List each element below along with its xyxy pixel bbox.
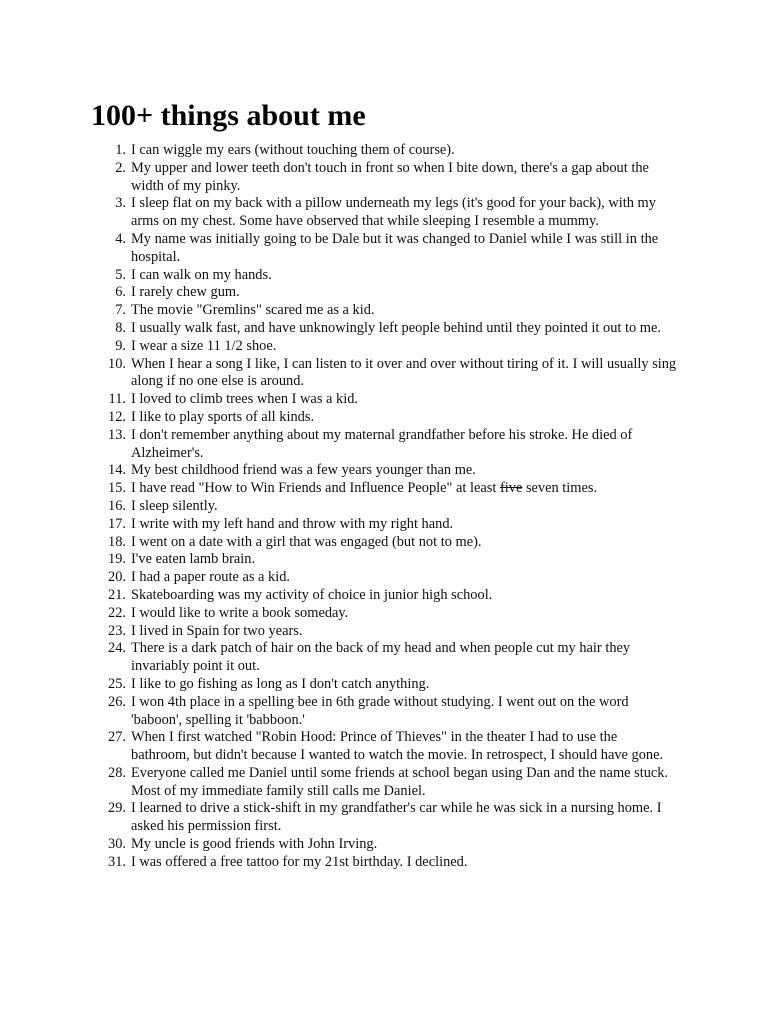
list-item-text: I sleep flat on my back with a pillow underneath my legs (it's good for your back), with my arms on my chest. Some have observed that while sleeping I resemble a mummy. xyxy=(131,195,656,230)
list-item-number: 14. xyxy=(108,462,126,479)
list-item xyxy=(0,160,768,196)
list-item-number: 2. xyxy=(115,159,126,176)
struck-text: five xyxy=(499,480,523,497)
list-item xyxy=(0,391,768,409)
list-item xyxy=(0,320,768,338)
text-segment: seven times. xyxy=(522,480,598,497)
list-item xyxy=(0,836,768,854)
list-item-text: I went on a date with a girl that was engaged (but not to me). xyxy=(131,533,482,550)
list-item-text: I was offered a free tattoo for my 21st birthday. I declined. xyxy=(131,853,468,870)
list-item-number: 20. xyxy=(108,569,126,586)
list-item-number: 12. xyxy=(108,408,126,425)
list-item-text: I learned to drive a stick-shift in my grandfather's car while he was sick in a nursing home. I asked his permission first. xyxy=(131,800,662,835)
list-item-text: I loved to climb trees when I was a kid. xyxy=(131,391,358,408)
list-item-text: I've eaten lamb brain. xyxy=(131,551,256,568)
list-item-text: Skateboarding was my activity of choice in junior high school. xyxy=(131,586,493,603)
list-item-text: The movie "Gremlins" scared me as a kid. xyxy=(131,302,375,319)
list-item-text: I would like to write a book someday. xyxy=(131,604,349,621)
page-title: 100+ things about me xyxy=(91,99,366,132)
list-item xyxy=(0,267,768,285)
list-item xyxy=(0,800,768,836)
list-item xyxy=(0,302,768,320)
list-item xyxy=(0,516,768,534)
text-segment: I have read "How to Win Friends and Influence People" at least xyxy=(131,480,500,497)
list-item-text: I lived in Spain for two years. xyxy=(131,622,303,639)
list-item-number: 10. xyxy=(108,355,126,372)
list-item xyxy=(0,231,768,267)
list-item-text: My upper and lower teeth don't touch in front so when I bite down, there's a gap about the width of my pinky. xyxy=(131,159,649,194)
list-item-number: 17. xyxy=(108,515,126,532)
list-item-number: 25. xyxy=(108,675,126,692)
list-item-text: I wear a size 11 1/2 shoe. xyxy=(131,337,277,354)
list-item-number: 4. xyxy=(115,230,126,247)
list-item-text: Everyone called me Daniel until some friends at school began using Dan and the name stuck. Most of my immediate family still calls me Daniel. xyxy=(131,764,669,799)
list-item-text: When I hear a song I like, I can listen to it over and over without tiring of it. I will usually sing along if no one else is around. xyxy=(131,355,677,390)
list-item-number: 16. xyxy=(108,497,126,514)
list-item xyxy=(0,694,768,730)
list-item-text: My best childhood friend was a few years younger than me. xyxy=(131,462,476,479)
list-item-text: There is a dark patch of hair on the back of my head and when people cut my hair they invariably point it out. xyxy=(131,640,631,675)
list-item-text: I can wiggle my ears (without touching them of course). xyxy=(131,142,455,158)
list-item-number: 8. xyxy=(115,319,126,336)
list-item-text: When I first watched "Robin Hood: Prince of Thieves" in the theater I had to use the bathroom, but didn't because I wanted to watch the movie. In retrospect, I should have gone. xyxy=(131,729,664,764)
list-item-text: I can walk on my hands. xyxy=(131,266,272,283)
list-item xyxy=(0,284,768,302)
list-item xyxy=(0,605,768,623)
list-item-number: 26. xyxy=(108,693,126,710)
list-item-number: 9. xyxy=(115,337,126,354)
list-item-number: 6. xyxy=(115,284,126,301)
list-item-text: I usually walk fast, and have unknowingly left people behind until they pointed it out to me. xyxy=(131,319,661,336)
list-item-text xyxy=(131,480,677,498)
list-item-number: 7. xyxy=(115,302,126,319)
list-item-number: 15. xyxy=(108,480,126,497)
list-item xyxy=(0,676,768,694)
list-item-text: I don't remember anything about my maternal grandfather before his stroke. He died of Alzheimer's. xyxy=(131,426,633,461)
list-item xyxy=(0,142,768,160)
list-item xyxy=(0,195,768,231)
list-item-number: 3. xyxy=(115,195,126,212)
list-item-number: 29. xyxy=(108,800,126,817)
list-item-text: My uncle is good friends with John Irving. xyxy=(131,836,378,853)
list-item xyxy=(0,498,768,516)
list-item-number: 5. xyxy=(115,266,126,283)
list-item-number: 28. xyxy=(108,764,126,781)
list-item xyxy=(0,569,768,587)
list-item-number: 18. xyxy=(108,533,126,550)
list-item-number: 31. xyxy=(108,853,126,870)
list-item xyxy=(0,409,768,427)
list-item xyxy=(0,765,768,801)
list-item-number: 23. xyxy=(108,622,126,639)
list-item-number: 13. xyxy=(108,426,126,443)
list-item-number: 1. xyxy=(115,142,126,158)
list-item xyxy=(0,587,768,605)
list-item xyxy=(0,534,768,552)
list-item xyxy=(0,551,768,569)
list-item xyxy=(0,729,768,765)
list-item-number: 19. xyxy=(108,551,126,568)
list-item-text: I like to go fishing as long as I don't catch anything. xyxy=(131,675,430,692)
list-item-text: My name was initially going to be Dale but it was changed to Daniel while I was still in the hospital. xyxy=(131,230,659,265)
list-item xyxy=(0,640,768,676)
list-item xyxy=(0,462,768,480)
list-item-text: I sleep silently. xyxy=(131,497,218,514)
list-item xyxy=(0,480,768,498)
list-item-text: I had a paper route as a kid. xyxy=(131,569,291,586)
list-item-number: 22. xyxy=(108,604,126,621)
list-item xyxy=(0,427,768,463)
list-item xyxy=(0,356,768,392)
list-item-text: I rarely chew gum. xyxy=(131,284,240,301)
list-item-number: 30. xyxy=(108,836,126,853)
list-item-number: 11. xyxy=(108,391,126,408)
list-item-number: 27. xyxy=(108,729,126,746)
list-item xyxy=(0,854,768,872)
list-item-number: 21. xyxy=(108,586,126,603)
list-item-text: I write with my left hand and throw with my right hand. xyxy=(131,515,454,532)
list-item-number: 24. xyxy=(108,640,126,657)
list-item-text: I won 4th place in a spelling bee in 6th grade without studying. I went out on the word 'baboon', spelling it 'babboon.' xyxy=(131,693,629,728)
facts-list xyxy=(0,142,768,872)
list-item-text: I like to play sports of all kinds. xyxy=(131,408,315,425)
list-item xyxy=(0,623,768,641)
list-item xyxy=(0,338,768,356)
